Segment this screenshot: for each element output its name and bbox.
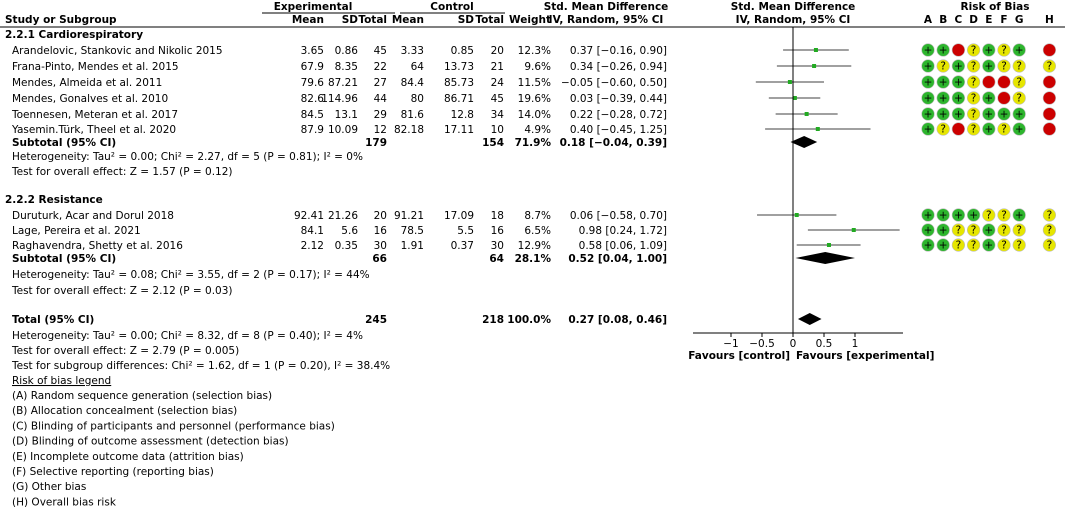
- header-ctl-total: Total: [475, 14, 504, 26]
- subgroup-title: 2.2.1 Cardiorespiratory: [5, 29, 144, 41]
- subtotal-weight: 28.1%: [514, 253, 551, 265]
- ctl-total: 34: [490, 109, 504, 121]
- ctl-sd: 0.85: [450, 45, 474, 57]
- rob-symbol-icon: ?: [970, 108, 977, 121]
- legend-item: (H) Overall bias risk: [12, 496, 116, 509]
- exp-mean: 67.9: [300, 61, 324, 73]
- subtotal-diamond: [791, 136, 818, 148]
- rob-high-icon: [1043, 76, 1056, 89]
- study-smd-ci: 0.06 [−0.58, 0.70]: [569, 210, 667, 222]
- ctl-total: 16: [490, 225, 504, 237]
- legend-item: (B) Allocation concealment (selection bias): [12, 405, 238, 418]
- legend-item: (F) Selective reporting (reporting bias): [12, 466, 214, 478]
- study-weight: 12.9%: [517, 240, 551, 252]
- x-tick-label: 1: [851, 338, 859, 350]
- overall-effect-text: Test for overall effect: Z = 2.12 (P = 0.03): [12, 285, 233, 297]
- rob-symbol-icon: +: [938, 209, 948, 222]
- rob-symbol-icon: ?: [940, 60, 946, 73]
- rob-high-icon: [1043, 123, 1056, 136]
- ctl-mean: 64: [410, 61, 424, 73]
- total-ctl-total: 218: [482, 314, 504, 326]
- ctl-total: 10: [490, 124, 504, 136]
- rob-symbol-icon: ?: [955, 239, 962, 252]
- legend-item: (E) Incomplete outcome data (attrition bias): [12, 450, 244, 463]
- study-smd-ci: 0.40 [−0.45, 1.25]: [569, 124, 667, 136]
- subtotal-smd-ci: 0.18 [−0.04, 0.39]: [559, 137, 667, 149]
- header-rob-g: G: [1014, 14, 1024, 26]
- total-diamond: [798, 313, 822, 325]
- rob-symbol-icon: ?: [1001, 44, 1007, 57]
- exp-total: 30: [373, 240, 387, 252]
- study-weight: 8.7%: [524, 210, 551, 222]
- subtotal-exp-total: 66: [372, 253, 387, 265]
- exp-total: 27: [373, 77, 387, 89]
- rob-symbol-icon: +: [953, 108, 963, 121]
- rob-symbol-icon: +: [938, 239, 948, 252]
- rob-symbol-icon: ?: [970, 239, 977, 252]
- total-weight: 100.0%: [507, 314, 551, 326]
- rob-symbol-icon: +: [984, 108, 994, 121]
- study-weight: 19.6%: [517, 93, 551, 105]
- header-rob-c: C: [954, 14, 963, 26]
- subgroup-difference-text: Test for subgroup differences: Chi² = 1.62, df = 1 (P = 0.20), I² = 38.4%: [12, 360, 391, 372]
- exp-mean: 84.1: [300, 225, 324, 237]
- header-ctl-sd: SD: [457, 14, 474, 26]
- study-weight: 6.5%: [524, 225, 551, 237]
- legend-item: (G) Other bias: [12, 481, 87, 494]
- study-weight: 9.6%: [524, 61, 551, 73]
- rob-symbol-icon: +: [984, 224, 994, 237]
- rob-symbol-icon: +: [953, 92, 963, 105]
- exp-total: 29: [373, 109, 387, 121]
- rob-symbol-icon: ?: [1016, 239, 1022, 252]
- rob-symbol-icon: ?: [1001, 123, 1007, 136]
- exp-sd: 21.26: [327, 210, 358, 222]
- rob-high-icon: [998, 76, 1011, 89]
- ctl-sd: 85.73: [443, 77, 474, 89]
- study-weight: 14.0%: [517, 109, 551, 121]
- exp-mean: 87.9: [300, 124, 324, 136]
- study-name: Mendes, Gonalves et al. 2010: [12, 93, 169, 105]
- header-weight: Weight: [509, 14, 551, 26]
- header-exp-sd: SD: [341, 14, 358, 26]
- rob-symbol-icon: ?: [970, 224, 977, 237]
- rob-symbol-icon: ?: [1046, 239, 1053, 252]
- rob-symbol-icon: +: [923, 239, 933, 252]
- ctl-total: 24: [490, 77, 504, 89]
- ctl-mean: 3.33: [400, 45, 424, 57]
- rob-symbol-icon: ?: [970, 76, 977, 89]
- ctl-mean: 82.18: [393, 124, 424, 136]
- header-rob-h: H: [1045, 14, 1054, 26]
- rob-symbol-icon: ?: [955, 224, 962, 237]
- header-rob-title: Risk of Bias: [960, 1, 1030, 13]
- exp-sd: 13.1: [334, 109, 358, 121]
- rob-symbol-icon: ?: [1001, 60, 1007, 73]
- exp-sd: 114.96: [321, 93, 358, 105]
- rob-symbol-icon: +: [984, 44, 994, 57]
- study-name: Frana-Pinto, Mendes et al. 2015: [12, 61, 179, 73]
- exp-total: 12: [373, 124, 387, 136]
- point-estimate: [814, 48, 818, 52]
- exp-sd: 5.6: [341, 225, 358, 237]
- ctl-total: 20: [490, 45, 504, 57]
- exp-sd: 8.35: [334, 61, 358, 73]
- study-name: Duruturk, Acar and Dorul 2018: [12, 210, 174, 222]
- ctl-sd: 17.09: [443, 210, 474, 222]
- ctl-total: 18: [490, 210, 504, 222]
- exp-total: 44: [373, 93, 387, 105]
- rob-symbol-icon: +: [1014, 44, 1024, 57]
- study-smd-ci: 0.22 [−0.28, 0.72]: [569, 109, 667, 121]
- rob-symbol-icon: ?: [1046, 60, 1053, 73]
- point-estimate: [788, 80, 792, 84]
- total-label: Total (95% CI): [12, 314, 95, 326]
- subtotal-ctl-total: 154: [482, 137, 504, 149]
- study-smd-ci: 0.34 [−0.26, 0.94]: [569, 61, 667, 73]
- header-rob-b: B: [939, 14, 948, 26]
- rob-symbol-icon: +: [999, 108, 1009, 121]
- rob-high-icon: [998, 92, 1011, 105]
- ctl-total: 30: [490, 240, 504, 252]
- study-name: Toennesen, Meteran et al. 2017: [12, 109, 179, 121]
- legend-item: (C) Blinding of participants and personnel (performance bias): [12, 420, 335, 433]
- rob-symbol-icon: +: [953, 60, 963, 73]
- ctl-total: 45: [490, 93, 504, 105]
- header-smd-method: IV, Random, 95% CI: [548, 14, 664, 26]
- rob-high-icon: [952, 123, 965, 136]
- subtotal-label: Subtotal (95% CI): [12, 253, 117, 265]
- rob-symbol-icon: +: [984, 123, 994, 136]
- header-plot-method: IV, Random, 95% CI: [735, 14, 851, 26]
- header-smd-title: Std. Mean Difference: [543, 1, 669, 13]
- header-study: Study or Subgroup: [5, 14, 117, 26]
- ctl-mean: 81.6: [400, 109, 424, 121]
- rob-symbol-icon: +: [923, 60, 933, 73]
- subgroup-title: 2.2.2 Resistance: [5, 194, 103, 206]
- x-tick-label: 0: [789, 338, 797, 350]
- rob-symbol-icon: ?: [970, 92, 977, 105]
- point-estimate: [852, 228, 856, 232]
- rob-symbol-icon: +: [923, 44, 933, 57]
- point-estimate: [805, 112, 809, 116]
- exp-sd: 0.86: [334, 45, 358, 57]
- rob-symbol-icon: +: [938, 224, 948, 237]
- rob-symbol-icon: +: [984, 92, 994, 105]
- rob-symbol-icon: +: [984, 60, 994, 73]
- rob-symbol-icon: +: [1014, 108, 1024, 121]
- study-name: Mendes, Almeida et al. 2011: [12, 77, 163, 89]
- header-plot-title: Std. Mean Difference: [730, 1, 856, 13]
- rob-symbol-icon: +: [938, 108, 948, 121]
- ctl-mean: 80: [410, 93, 424, 105]
- ctl-mean: 78.5: [400, 225, 424, 237]
- rob-symbol-icon: ?: [1046, 209, 1053, 222]
- legend-title: Risk of bias legend: [12, 375, 112, 387]
- total-overall-effect-text: Test for overall effect: Z = 2.79 (P = 0.005): [12, 345, 240, 357]
- rob-symbol-icon: +: [938, 92, 948, 105]
- rob-symbol-icon: ?: [986, 209, 992, 222]
- rob-symbol-icon: ?: [1046, 224, 1053, 237]
- exp-mean: 84.5: [300, 109, 324, 121]
- rob-symbol-icon: +: [953, 76, 963, 89]
- total-smd-ci: 0.27 [0.08, 0.46]: [568, 314, 667, 326]
- exp-total: 16: [373, 225, 387, 237]
- subtotal-exp-total: 179: [365, 137, 387, 149]
- ctl-total: 21: [490, 61, 504, 73]
- exp-mean: 3.65: [300, 45, 324, 57]
- header-rob-f: F: [1000, 14, 1008, 26]
- rob-high-icon: [1043, 44, 1056, 57]
- legend-item: (A) Random sequence generation (selection bias): [12, 390, 273, 402]
- point-estimate: [827, 243, 831, 247]
- rob-symbol-icon: +: [953, 209, 963, 222]
- header-exp-total: Total: [358, 14, 387, 26]
- rob-symbol-icon: ?: [1001, 224, 1007, 237]
- overall-effect-text: Test for overall effect: Z = 1.57 (P = 0.12): [12, 166, 233, 178]
- rob-symbol-icon: +: [938, 44, 948, 57]
- ctl-mean: 84.4: [400, 77, 424, 89]
- rob-high-icon: [1043, 92, 1056, 105]
- study-name: Lage, Pereira et al. 2021: [12, 225, 141, 237]
- favours-control-label: Favours [control]: [688, 350, 790, 362]
- rob-symbol-icon: +: [923, 224, 933, 237]
- total-exp-total: 245: [365, 314, 387, 326]
- favours-experimental-label: Favours [experimental]: [796, 350, 935, 362]
- header-rob-a: A: [923, 14, 933, 26]
- point-estimate: [812, 64, 816, 68]
- study-name: Yasemin.Türk, Theel et al. 2020: [12, 124, 177, 136]
- subtotal-ctl-total: 64: [489, 253, 504, 265]
- exp-sd: 0.35: [334, 240, 358, 252]
- study-name: Arandelovic, Stankovic and Nikolic 2015: [12, 45, 223, 57]
- header-ctl-mean: Mean: [391, 14, 424, 26]
- legend-item: (D) Blinding of outcome assessment (detection bias): [12, 435, 289, 448]
- header-experimental: Experimental: [273, 1, 353, 13]
- total-heterogeneity-text: Heterogeneity: Tau² = 0.00; Chi² = 8.32, df = 8 (P = 0.40); I² = 4%: [12, 330, 363, 342]
- rob-symbol-icon: +: [969, 209, 979, 222]
- rob-symbol-icon: ?: [970, 44, 977, 57]
- rob-symbol-icon: +: [923, 92, 933, 105]
- exp-mean: 2.12: [300, 240, 324, 252]
- ctl-sd: 13.73: [443, 61, 474, 73]
- subtotal-diamond: [795, 252, 855, 264]
- exp-total: 22: [373, 61, 387, 73]
- rob-symbol-icon: ?: [1016, 224, 1022, 237]
- ctl-mean: 1.91: [400, 240, 424, 252]
- rob-symbol-icon: ?: [1001, 209, 1007, 222]
- header-rob-d: D: [969, 14, 978, 26]
- exp-mean: 82.6: [300, 93, 324, 105]
- x-tick-label: −1: [723, 338, 739, 350]
- rob-symbol-icon: ?: [940, 123, 946, 136]
- rob-symbol-icon: ?: [1001, 239, 1007, 252]
- ctl-sd: 5.5: [457, 225, 474, 237]
- ctl-sd: 17.11: [443, 124, 474, 136]
- rob-symbol-icon: +: [1014, 123, 1024, 136]
- rob-symbol-icon: +: [923, 108, 933, 121]
- subtotal-weight: 71.9%: [514, 137, 551, 149]
- header-exp-mean: Mean: [291, 14, 324, 26]
- rob-high-icon: [1043, 108, 1056, 121]
- rob-high-icon: [952, 44, 965, 57]
- study-smd-ci: 0.37 [−0.16, 0.90]: [569, 45, 667, 57]
- study-weight: 4.9%: [524, 124, 551, 136]
- subtotal-smd-ci: 0.52 [0.04, 1.00]: [568, 253, 667, 265]
- exp-sd: 87.21: [327, 77, 358, 89]
- rob-symbol-icon: +: [938, 76, 948, 89]
- rob-symbol-icon: ?: [1016, 60, 1022, 73]
- study-weight: 12.3%: [517, 45, 551, 57]
- study-smd-ci: 0.03 [−0.39, 0.44]: [569, 93, 667, 105]
- subtotal-label: Subtotal (95% CI): [12, 137, 117, 149]
- heterogeneity-text: Heterogeneity: Tau² = 0.00; Chi² = 2.27, df = 5 (P = 0.81); I² = 0%: [12, 151, 363, 163]
- ctl-mean: 91.21: [393, 210, 424, 222]
- rob-symbol-icon: +: [923, 209, 933, 222]
- x-tick-label: 0.5: [815, 338, 833, 350]
- heterogeneity-text: Heterogeneity: Tau² = 0.08; Chi² = 3.55, df = 2 (P = 0.17); I² = 44%: [12, 269, 370, 281]
- rob-symbol-icon: ?: [970, 60, 977, 73]
- exp-mean: 92.41: [293, 210, 324, 222]
- study-name: Raghavendra, Shetty et al. 2016: [12, 240, 183, 252]
- exp-mean: 79.6: [300, 77, 324, 89]
- study-smd-ci: −0.05 [−0.60, 0.50]: [561, 77, 667, 89]
- rob-high-icon: [983, 76, 996, 89]
- rob-symbol-icon: +: [984, 239, 994, 252]
- ctl-sd: 0.37: [450, 240, 474, 252]
- rob-symbol-icon: ?: [1016, 92, 1022, 105]
- header-rob-e: E: [985, 14, 993, 26]
- exp-sd: 10.09: [327, 124, 358, 136]
- rob-symbol-icon: ?: [970, 123, 977, 136]
- point-estimate: [816, 127, 820, 131]
- rob-symbol-icon: +: [923, 123, 933, 136]
- rob-symbol-icon: ?: [1016, 76, 1022, 89]
- study-weight: 11.5%: [517, 77, 551, 89]
- study-smd-ci: 0.98 [0.24, 1.72]: [578, 225, 667, 237]
- header-control: Control: [430, 1, 474, 13]
- ctl-sd: 12.8: [450, 109, 474, 121]
- x-tick-label: −0.5: [749, 338, 775, 350]
- ctl-sd: 86.71: [443, 93, 474, 105]
- rob-symbol-icon: +: [1014, 209, 1024, 222]
- exp-total: 20: [373, 210, 387, 222]
- exp-total: 45: [373, 45, 387, 57]
- study-smd-ci: 0.58 [0.06, 1.09]: [578, 240, 667, 252]
- rob-symbol-icon: +: [923, 76, 933, 89]
- point-estimate: [795, 213, 799, 217]
